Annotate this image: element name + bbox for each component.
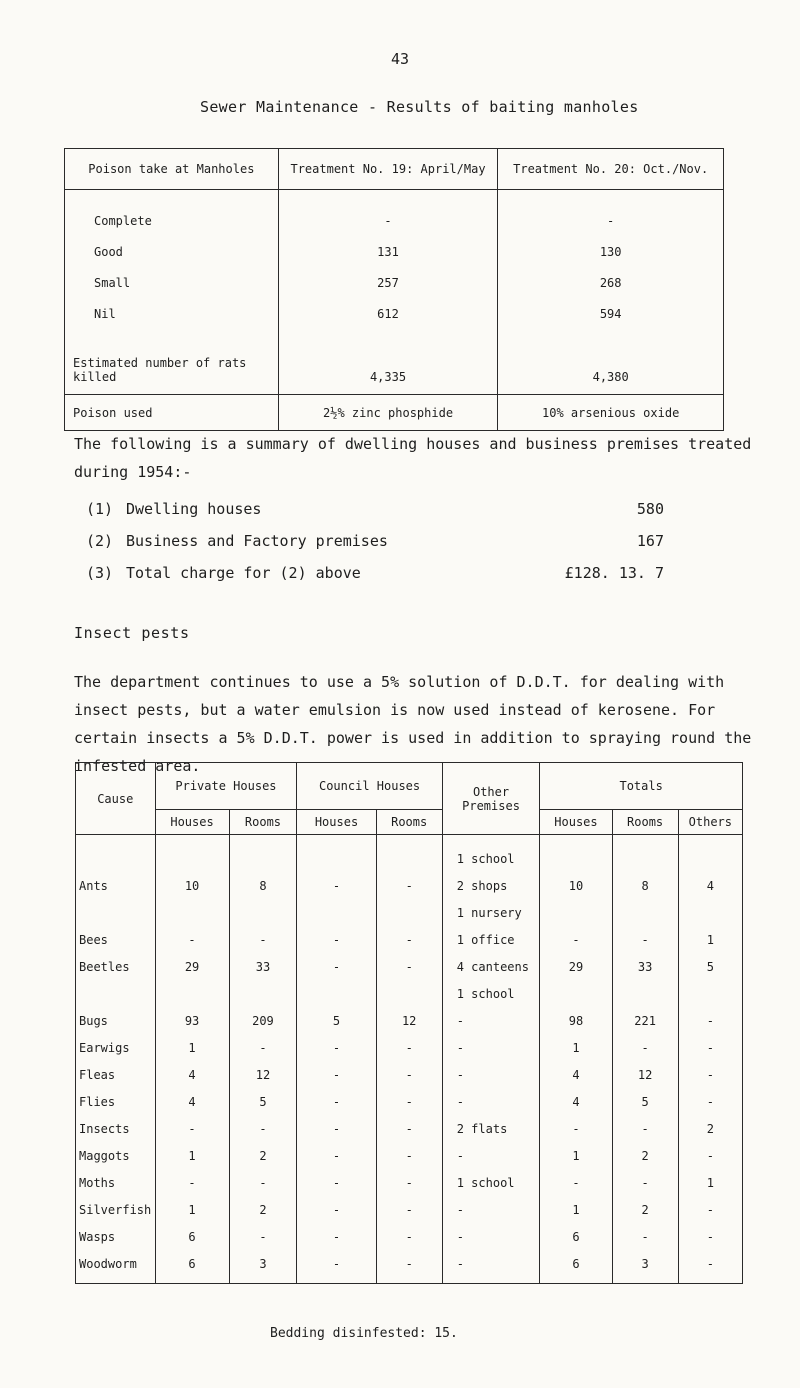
council-rooms-cell: - — [376, 1115, 442, 1142]
value-cell: 257 — [377, 276, 399, 290]
council-rooms-cell: - — [376, 1250, 442, 1284]
council-rooms-cell: - — [376, 1196, 442, 1223]
council-houses-cell: - — [297, 1034, 376, 1061]
cause-cell: Flies — [76, 1088, 156, 1115]
council-houses-cell: - — [297, 1223, 376, 1250]
total-rooms-cell: 8 — [612, 872, 678, 899]
item-number: (3) — [86, 564, 114, 582]
private-rooms-cell: 5 — [229, 1088, 297, 1115]
total-others-cell: - — [678, 1223, 742, 1250]
private-rooms-cell: - — [229, 1115, 297, 1142]
total-rooms-cell: 5 — [612, 1088, 678, 1115]
council-houses-cell: - — [297, 953, 376, 980]
total-rooms-cell: 2 — [612, 1142, 678, 1169]
council-rooms-cell: - — [376, 1088, 442, 1115]
item-label: Business and Factory premises — [126, 532, 388, 550]
value-cell: 268 — [599, 276, 622, 290]
table-row — [76, 899, 743, 926]
row-label: Good — [94, 245, 123, 259]
council-houses-cell: - — [297, 1196, 376, 1223]
cause-cell: Bees — [76, 926, 156, 953]
cause-cell — [76, 899, 156, 926]
private-houses-cell — [155, 835, 229, 873]
other-premises-cell: - — [442, 1196, 540, 1223]
baiting-body-row — [65, 190, 724, 395]
cause-cell: Fleas — [76, 1061, 156, 1088]
private-houses-cell: - — [155, 926, 229, 953]
cause-cell: Earwigs — [76, 1034, 156, 1061]
other-premises-cell: 4 canteens — [442, 953, 540, 980]
total-houses-cell — [540, 980, 612, 1007]
table-row — [76, 872, 743, 899]
summary-intro: The following is a summary of dwelling houses and business premises treated during 1954:- — [74, 435, 752, 481]
total-rooms-cell — [612, 899, 678, 926]
other-premises-cell: 1 school — [442, 1169, 540, 1196]
other-premises-cell: - — [442, 1007, 540, 1034]
table-row — [76, 835, 743, 873]
list-item — [86, 564, 664, 596]
table-row — [76, 1196, 743, 1223]
council-rooms-cell: - — [376, 1169, 442, 1196]
total-others-cell: 2 — [678, 1115, 742, 1142]
table-row — [76, 1115, 743, 1142]
council-houses-cell — [297, 980, 376, 1007]
private-rooms-cell: - — [229, 1169, 297, 1196]
private-rooms-cell: 2 — [229, 1142, 297, 1169]
other-premises-cell: 2 shops — [442, 872, 540, 899]
item-number: (2) — [86, 532, 114, 550]
list-item — [86, 500, 664, 532]
value-cell: - — [384, 214, 392, 228]
private-houses-cell: 1 — [155, 1196, 229, 1223]
table-row — [76, 1088, 743, 1115]
treatment-20-column — [498, 190, 724, 395]
header-council-houses: Council Houses — [297, 763, 442, 810]
council-rooms-cell: - — [376, 1061, 442, 1088]
council-rooms-cell — [376, 980, 442, 1007]
council-houses-cell: - — [297, 1142, 376, 1169]
item-value: 167 — [636, 532, 664, 550]
total-houses-cell: 4 — [540, 1088, 612, 1115]
total-rooms-cell: 2 — [612, 1196, 678, 1223]
table-row — [76, 1061, 743, 1088]
table-row — [76, 953, 743, 980]
item-value: 580 — [636, 500, 664, 518]
cause-cell: Bugs — [76, 1007, 156, 1034]
total-rooms-cell — [612, 980, 678, 1007]
private-houses-cell: 4 — [155, 1088, 229, 1115]
subheader-row — [76, 810, 743, 835]
cause-cell: Ants — [76, 872, 156, 899]
subheader-rooms: Rooms — [612, 810, 678, 835]
total-others-cell: 1 — [678, 926, 742, 953]
other-premises-cell: 1 nursery — [442, 899, 540, 926]
page-number: 43 — [390, 50, 410, 68]
private-rooms-cell: 209 — [229, 1007, 297, 1034]
council-rooms-cell: - — [376, 1034, 442, 1061]
table-row — [76, 1034, 743, 1061]
private-rooms-cell — [229, 835, 297, 873]
cause-cell: Beetles — [76, 953, 156, 980]
council-houses-cell — [297, 899, 376, 926]
other-premises-cell: - — [442, 1142, 540, 1169]
council-rooms-cell: - — [376, 953, 442, 980]
total-others-cell — [678, 835, 742, 873]
other-premises-cell: - — [442, 1223, 540, 1250]
value-cell: 131 — [377, 245, 399, 259]
private-houses-cell: 6 — [155, 1250, 229, 1284]
value-cell: - — [607, 214, 615, 228]
subheader-houses: Houses — [155, 810, 229, 835]
total-others-cell: - — [678, 1007, 742, 1034]
total-houses-cell: 29 — [540, 953, 612, 980]
total-houses-cell — [540, 899, 612, 926]
row-label: Small — [94, 276, 131, 290]
total-houses-cell: - — [540, 926, 612, 953]
header-cause: Cause — [76, 763, 156, 835]
total-houses-cell: 1 — [540, 1142, 612, 1169]
total-houses-cell: 10 — [540, 872, 612, 899]
other-premises-cell: - — [442, 1061, 540, 1088]
council-rooms-cell: 12 — [376, 1007, 442, 1034]
poison-used-label: Poison used — [65, 395, 279, 431]
table-row — [76, 1223, 743, 1250]
total-rooms-cell: - — [612, 1223, 678, 1250]
header-row — [76, 763, 743, 810]
council-rooms-cell — [376, 835, 442, 873]
total-others-cell: 4 — [678, 872, 742, 899]
private-rooms-cell: 33 — [229, 953, 297, 980]
item-value: £128. 13. 7 — [564, 564, 664, 582]
cause-cell: Woodworm — [76, 1250, 156, 1284]
total-houses-cell: 1 — [540, 1196, 612, 1223]
council-rooms-cell: - — [376, 1142, 442, 1169]
header-other-premises: Other Premises — [442, 763, 540, 835]
row-label: Nil — [94, 307, 116, 321]
poison-used-row — [65, 395, 724, 431]
council-rooms-cell: - — [376, 926, 442, 953]
cause-cell: Wasps — [76, 1223, 156, 1250]
table-row — [76, 1142, 743, 1169]
private-rooms-cell: - — [229, 926, 297, 953]
total-houses-cell — [540, 835, 612, 873]
other-premises-cell: 1 school — [442, 835, 540, 873]
council-houses-cell: - — [297, 1169, 376, 1196]
total-others-cell: - — [678, 1088, 742, 1115]
council-houses-cell: - — [297, 872, 376, 899]
private-houses-cell: 29 — [155, 953, 229, 980]
cause-cell — [76, 835, 156, 873]
private-houses-cell: 1 — [155, 1034, 229, 1061]
subheader-houses: Houses — [297, 810, 376, 835]
cause-cell — [76, 980, 156, 1007]
council-houses-cell: 5 — [297, 1007, 376, 1034]
private-houses-cell: - — [155, 1115, 229, 1142]
header-totals: Totals — [540, 763, 743, 810]
total-others-cell: 1 — [678, 1169, 742, 1196]
total-others-cell: - — [678, 1196, 742, 1223]
header-treatment-20: Treatment No. 20: Oct./Nov. — [498, 149, 724, 190]
row-label: Complete — [94, 214, 152, 228]
total-others-cell: - — [678, 1142, 742, 1169]
total-rooms-cell: - — [612, 1034, 678, 1061]
council-houses-cell — [297, 835, 376, 873]
table-row — [76, 926, 743, 953]
poison-19: 2½% zinc phosphide — [278, 395, 498, 431]
section-title: Sewer Maintenance - Results of baiting manholes — [200, 98, 639, 116]
council-rooms-cell: - — [376, 1223, 442, 1250]
header-private-houses: Private Houses — [155, 763, 297, 810]
other-premises-cell: 1 school — [442, 980, 540, 1007]
row-label: Estimated number of rats killed — [73, 356, 247, 384]
baiting-labels-column — [65, 190, 279, 395]
council-houses-cell: - — [297, 1088, 376, 1115]
private-rooms-cell: 2 — [229, 1196, 297, 1223]
total-others-cell: - — [678, 1250, 742, 1284]
total-houses-cell: 4 — [540, 1061, 612, 1088]
private-houses-cell: 6 — [155, 1223, 229, 1250]
value-cell: 612 — [377, 307, 399, 321]
item-number: (1) — [86, 500, 114, 518]
council-houses-cell: - — [297, 1115, 376, 1142]
total-houses-cell: 6 — [540, 1250, 612, 1284]
private-houses-cell: - — [155, 1169, 229, 1196]
value-cell: 4,380 — [592, 370, 629, 384]
value-cell: 594 — [599, 307, 622, 321]
total-rooms-cell: 3 — [612, 1250, 678, 1284]
list-item — [86, 532, 664, 564]
other-premises-cell: - — [442, 1034, 540, 1061]
council-rooms-cell: - — [376, 872, 442, 899]
private-houses-cell: 1 — [155, 1142, 229, 1169]
table-row — [76, 1250, 743, 1284]
total-rooms-cell: 33 — [612, 953, 678, 980]
total-rooms-cell: - — [612, 1169, 678, 1196]
other-premises-cell: 1 office — [442, 926, 540, 953]
item-label: Total charge for (2) above — [126, 564, 361, 582]
private-houses-cell: 4 — [155, 1061, 229, 1088]
table-row — [76, 1007, 743, 1034]
council-houses-cell: - — [297, 926, 376, 953]
council-rooms-cell — [376, 899, 442, 926]
summary-list — [86, 500, 664, 596]
private-rooms-cell: 12 — [229, 1061, 297, 1088]
total-rooms-cell: 221 — [612, 1007, 678, 1034]
total-rooms-cell: 12 — [612, 1061, 678, 1088]
total-houses-cell: 6 — [540, 1223, 612, 1250]
private-rooms-cell — [229, 899, 297, 926]
private-rooms-cell — [229, 980, 297, 1007]
private-houses-cell: 93 — [155, 1007, 229, 1034]
table-row — [76, 1169, 743, 1196]
total-others-cell — [678, 980, 742, 1007]
poison-20: 10% arsenious oxide — [498, 395, 724, 431]
insect-pests-heading: Insect pests — [74, 624, 190, 642]
private-rooms-cell: 3 — [229, 1250, 297, 1284]
total-houses-cell: 98 — [540, 1007, 612, 1034]
total-rooms-cell — [612, 835, 678, 873]
insect-paragraph: The department continues to use a 5% solution of D.D.T. for dealing with insect pests, but a water emulsion is now used instead of kerosene. For certain insects a 5% D.D.T. power is used in addition to spraying round the infested area. — [74, 673, 752, 775]
total-rooms-cell: - — [612, 1115, 678, 1142]
private-rooms-cell: - — [229, 1223, 297, 1250]
total-others-cell — [678, 899, 742, 926]
other-premises-cell: - — [442, 1250, 540, 1284]
cause-cell: Silverfish — [76, 1196, 156, 1223]
baiting-header-row — [65, 149, 724, 190]
private-houses-cell — [155, 899, 229, 926]
header-poison-take: Poison take at Manholes — [65, 149, 279, 190]
council-houses-cell: - — [297, 1250, 376, 1284]
cause-cell: Insects — [76, 1115, 156, 1142]
subheader-others: Others — [678, 810, 742, 835]
baiting-results-table — [64, 148, 724, 431]
total-houses-cell: 1 — [540, 1034, 612, 1061]
header-treatment-19: Treatment No. 19: April/May — [278, 149, 498, 190]
subheader-rooms: Rooms — [229, 810, 297, 835]
table-row — [76, 980, 743, 1007]
other-premises-cell: 2 flats — [442, 1115, 540, 1142]
private-houses-cell — [155, 980, 229, 1007]
total-others-cell: - — [678, 1061, 742, 1088]
value-cell: 130 — [599, 245, 622, 259]
other-premises-cell: - — [442, 1088, 540, 1115]
insect-table-body — [76, 835, 743, 1284]
subheader-houses: Houses — [540, 810, 612, 835]
total-rooms-cell: - — [612, 926, 678, 953]
cause-cell: Maggots — [76, 1142, 156, 1169]
council-houses-cell: - — [297, 1061, 376, 1088]
bedding-note: Bedding disinfested: 15. — [270, 1326, 458, 1341]
treatment-19-column — [278, 190, 498, 395]
total-houses-cell: - — [540, 1169, 612, 1196]
total-others-cell: 5 — [678, 953, 742, 980]
private-rooms-cell: - — [229, 1034, 297, 1061]
value-cell: 4,335 — [369, 370, 407, 384]
item-label: Dwelling houses — [126, 500, 262, 518]
total-others-cell: - — [678, 1034, 742, 1061]
private-houses-cell: 10 — [155, 872, 229, 899]
total-houses-cell: - — [540, 1115, 612, 1142]
insect-pests-table — [75, 762, 743, 1284]
private-rooms-cell: 8 — [229, 872, 297, 899]
subheader-rooms: Rooms — [376, 810, 442, 835]
cause-cell: Moths — [76, 1169, 156, 1196]
